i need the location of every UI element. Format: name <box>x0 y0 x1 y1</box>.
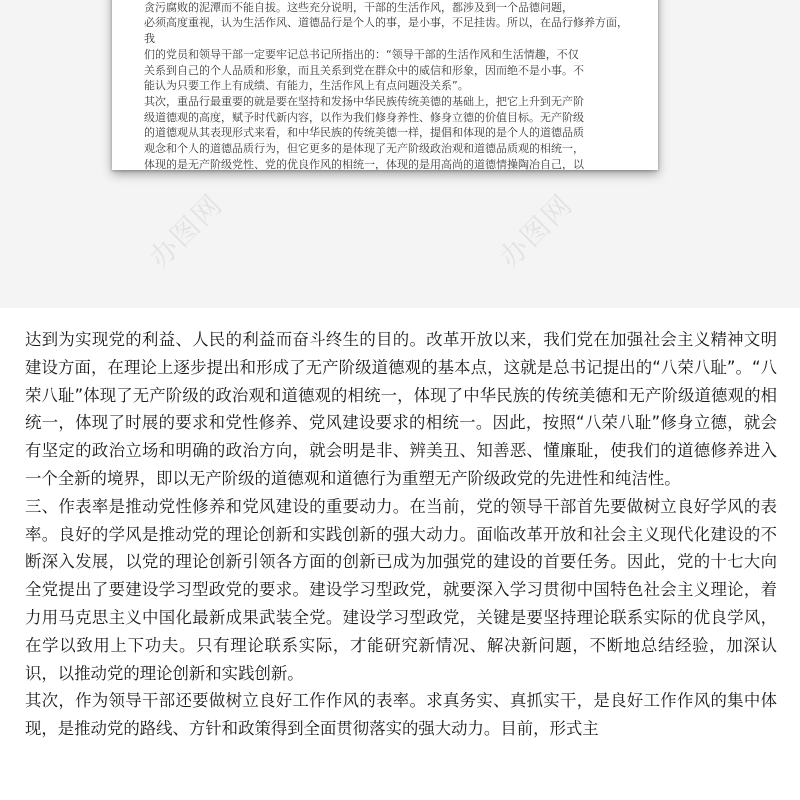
article-body <box>25 326 777 743</box>
paragraph: 其次，作为领导干部还要做树立良好工作作风的表率。求真务实、真抓实干，是良好工作作风的集中体现，是推动党的路线、方针和政策得到全面贯彻落实的强大动力。目前，形式主 <box>25 691 777 739</box>
excerpt-line: 贪污腐败的泥潭而不能自拔。这些充分说明，干部的生活作风，都涉及到一个品德问题， <box>144 0 573 14</box>
excerpt-line: 级道德观的高度，赋予时代新内容，以作为我们修身养性、修身立德的价值目标。无产阶级 <box>144 110 584 124</box>
watermark: 办图网 <box>492 187 580 275</box>
paragraph: 达到为实现党的利益、人民的利益而奋斗终生的目的。改革开放以来，我们党在加强社会主义精神文明建设方面，在理论上逐步提出和形成了无产阶级道德观的基本点，这就是总书记提出的“八荣八耻”。“八荣八耻”体现了无产阶级的政治观和道德观的相统一，体现了中华民族的传统美德和无产阶级道德观的相统一，体现了时展的要求和党性修养、党风建设要求的相统一。因此，按照“八荣八耻”修身立德，就会有坚定的政治立场和明确的政治方向，就会明是非、辨美丑、知善恶、懂廉耻，使我们的道德修养进入一个全新的境界，即以无产阶级的道德观和道德行为重塑无产阶级政党的先进性和纯洁性。 <box>25 330 777 488</box>
watermark: 办图网 <box>142 187 230 275</box>
paragraph: 三、作表率是推动党性修养和党风建设的重要动力。在当前，党的领导干部首先要做树立良好学风的表率。良好的学风是推动党的理论创新和实践创新的强大动力。面临改革开放和社会主义现代化建设的不断深入发展，以党的理论创新引领各方面的创新已成为加强党的建设的首要任务。因此，党的十七大向全党提出了要建设学习型政党的要求。建设学习型政党，就要深入学习贯彻中国特色社会主义理论，着力用马克思主义中国化最新成果武装全党。建设学习型政党，关键是要坚持理论联系实际的优良学风，在学以致用上下功夫。只有理论联系实际，才能研究新情况、解决新问题，不断地总结经验，加深认识，以推动党的理论创新和实践创新。 <box>25 496 777 683</box>
excerpt-line: 观念和个人的道德品质行为，但它更多的是体现了无产阶级政治观和道德品质观的相统一， <box>144 142 584 156</box>
excerpt-text <box>144 0 634 170</box>
excerpt-line: 能认为只要工作上有成绩、有能力，生活作风上有点问题没关系”。 <box>144 79 469 93</box>
excerpt-line: 体现的是无产阶级党性、党的优良作风的相统一，体现的是用高尚的道德情操陶冶自己，以 <box>144 157 584 170</box>
excerpt-line: 关系到自己的个人品质和形象，而且关系到党在群众中的威信和形象，因而绝不是小事。不 <box>144 63 584 77</box>
excerpt-line: 的道德观从其表现形式来看，和中华民族的传统美德一样，提倡和体现的是个人的道德品质 <box>144 126 584 140</box>
excerpt-line: 们的党员和领导干部一定要牢记总书记所指出的：“领导干部的生活作风和生活情趣，不仅 <box>144 47 579 61</box>
document-preview-area <box>0 0 800 308</box>
excerpt-line: 必须高度重视，认为生活作风、道德品行是个人的事，是小事，不足挂齿。所以，在品行修养方面，我 <box>144 16 628 46</box>
excerpt-line: 其次，重品行最重要的就是要在坚持和发扬中华民族传统美德的基础上，把它上升到无产阶 <box>144 94 584 108</box>
document-page-thumbnail <box>112 0 658 170</box>
